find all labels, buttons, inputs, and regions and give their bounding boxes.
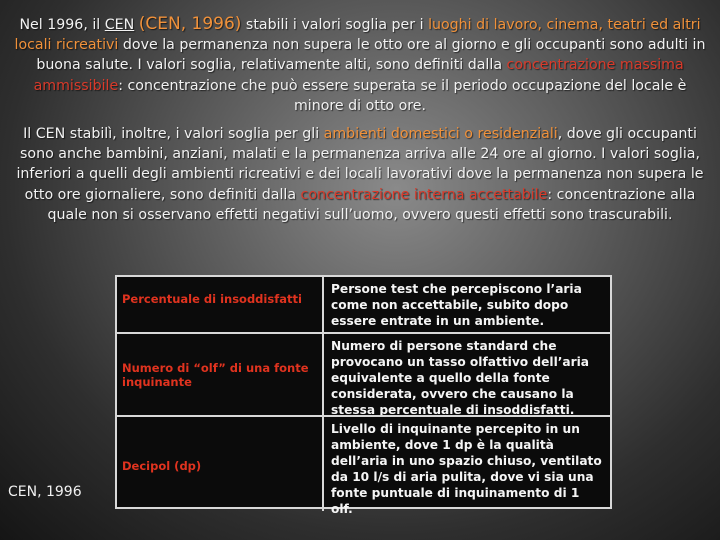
highlight-workplaces: luoghi di lavoro, cinema, teatri ed altri locali ricreativi — [14, 17, 701, 54]
term-label: Percentuale di insoddisfatti — [122, 292, 302, 306]
highlight-residential: ambienti domestici o residenziali — [323, 126, 558, 142]
highlight-internal-concentration: concentrazione interna accettabile — [300, 186, 548, 203]
table-citation: CEN, 1996 — [8, 484, 82, 500]
table-row — [117, 415, 610, 516]
citation-inline: (CEN, 1996) — [138, 14, 242, 34]
table-row — [117, 332, 610, 417]
second-paragraph — [14, 124, 706, 225]
highlight-max-concentration: concentrazione massima ammissibile — [33, 57, 684, 94]
term-label: Numero di “olf” di una fonte inquinante — [122, 361, 309, 389]
term-cell — [117, 277, 324, 332]
text-fragment: stabili i valori soglia per i — [241, 17, 429, 33]
text-fragment: dove la permanenza non supera le otto ore al giorno e gli occupanti sono adulti in buona salute. I valori soglia, relativamente alti, sono definiti dalla — [36, 37, 706, 74]
cen-link[interactable]: CEN — [104, 17, 135, 33]
text-fragment: Il CEN stabilì, inoltre, i valori soglia per gli — [23, 126, 324, 142]
term-cell — [117, 334, 324, 417]
text-fragment: : concentrazione alla quale non si osservano effetti negativi sull’uomo, ovvero questi effetti sono trascurabili. — [47, 186, 696, 223]
definition-cell: Persone test che percepiscono l’aria come non accettabile, subito dopo essere entrate in un ambiente. — [331, 282, 582, 328]
text-fragment: : concentrazione che può essere superata se il periodo occupazione del locale è minore di otto ore. — [118, 77, 687, 114]
text-fragment: Nel 1996, il — [19, 17, 105, 33]
definition-cell: Livello di inquinante percepito in un ambiente, dove 1 dp è la qualità dell’aria in uno spazio chiuso, ventilato da 10 l/s di aria pulita, dove vi sia una fonte puntuale di inquinamento di 1 olf. — [331, 422, 602, 516]
definitions-table — [115, 275, 612, 516]
table-row — [117, 277, 610, 332]
intro-paragraph — [14, 14, 706, 116]
text-fragment: , dove gli occupanti sono anche bambini, anziani, malati e la permanenza arriva alle 24 ore al giorno. I valori soglia, inferiori a quelli degli ambienti ricreativi e dei locali lavorativi dove la permanenza non supera le otto ore giornaliere, sono definiti dalla — [16, 126, 704, 203]
term-cell — [117, 417, 324, 511]
definition-cell: Numero di persone standard che provocano un tasso olfattivo dell’aria equivalente a quello della fonte considerata, ovvero che causano la stessa percentuale di insoddisfatti. — [331, 339, 590, 417]
term-label: Decipol (dp) — [122, 459, 202, 473]
